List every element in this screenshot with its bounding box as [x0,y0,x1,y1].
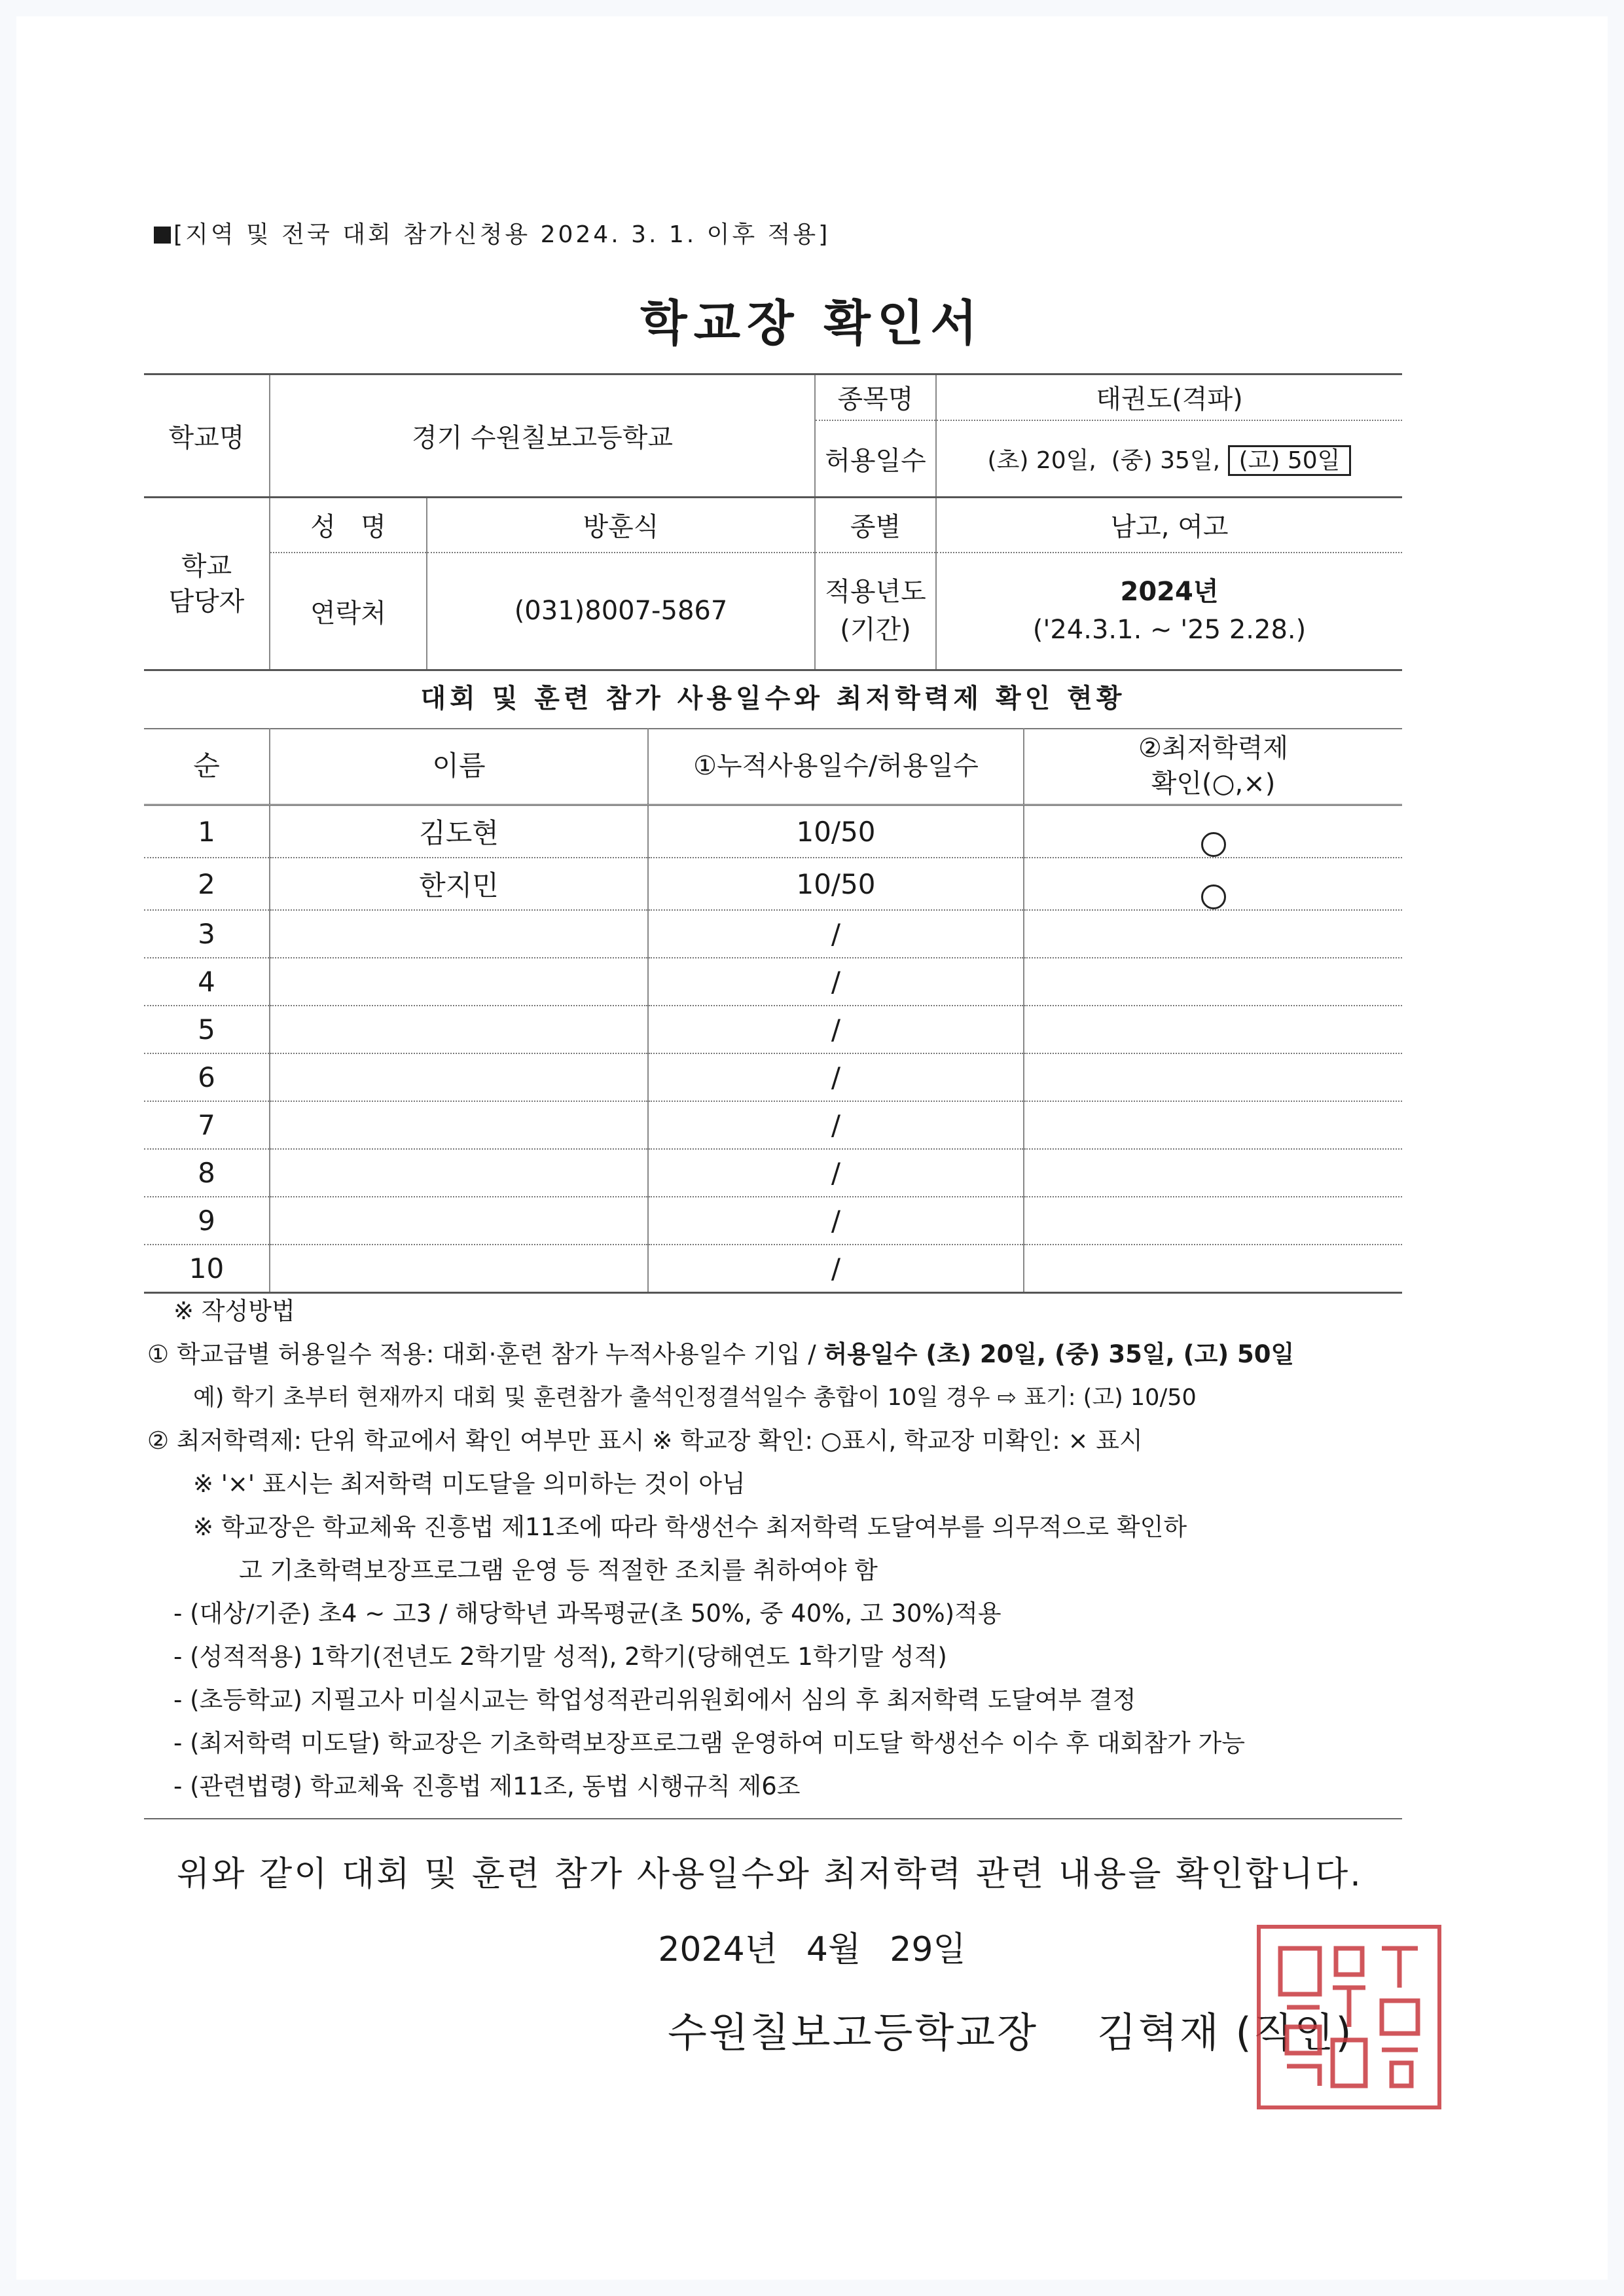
table-row [144,1053,1402,1101]
signer-name: 김혁재 [1097,2009,1221,2056]
col-name: 이름 [270,728,648,805]
cell-name [270,1101,648,1149]
seal-mark: (직인) [1235,2009,1354,2056]
check-circle-icon [1201,832,1226,857]
cell-no: 10 [144,1245,270,1293]
sport-value: 태권도(격파) [936,374,1402,420]
table-row [144,1006,1402,1053]
notes-header: ※ 작성방법 [173,1297,295,1325]
col-days: ①누적사용일수/허용일수 [648,728,1024,805]
table-row [144,858,1402,910]
note-1-example: 예) 학기 초부터 현재까지 대회 및 훈련참가 출석인정결석일수 총합이 10일 경우 ⇨ 표기: (고) 10/50 [193,1385,1197,1411]
note-dash-1: - (대상/기준) 초4 ~ 고3 / 해당학년 과목평균(초 50%, 중 40%, 고 30%)적용 [173,1599,1001,1628]
cell-days: 10/50 [648,805,1024,858]
cell-days: / [648,1149,1024,1197]
contact-label: 연락처 [270,553,427,670]
cell-check [1024,1245,1402,1293]
col-academic: ②최저학력제 확인(○,×) [1024,728,1402,805]
top-note: [지역 및 전국 대회 참가신청용 2024. 3. 1. 이후 적용] [154,216,830,249]
note-1: ① 학교급별 허용일수 적용: 대회·훈련 참가 누적사용일수 기입 / 허용일수 (초) 20일, (중) 35일, (고) 50일 [147,1340,1295,1368]
cell-days: / [648,1053,1024,1101]
cell-name [270,1006,648,1053]
cell-no: 6 [144,1053,270,1101]
year-label: 적용년도 (기간) [815,553,936,670]
cell-no: 5 [144,1006,270,1053]
cell-check [1024,1006,1402,1053]
section-title: 대회 및 훈련 참가 사용일수와 최저학력제 확인 현황 [144,669,1402,729]
cell-name [270,958,648,1006]
manager-name: 방훈식 [427,498,815,553]
cell-no: 3 [144,910,270,958]
sport-label: 종목명 [815,374,936,420]
contact-value: (031)8007-5867 [427,553,815,670]
cell-name [270,1197,648,1245]
school-name: 경기 수원칠보고등학교 [270,374,815,498]
cell-name [270,1053,648,1101]
cell-check [1024,1149,1402,1197]
note-2-b-cont: 고 기초학력보장프로그램 운영 등 적절한 조치를 취하여야 함 [239,1556,878,1584]
cell-check [1024,910,1402,958]
seal-pattern-icon [1261,1929,1437,2105]
note-2: ② 최저학력제: 단위 학교에서 확인 여부만 표시 ※ 학교장 확인: ○표시, 학교장 미확인: × 표시 [147,1427,1143,1455]
note-dash-4: - (최저학력 미도달) 학교장은 기초학력보장프로그램 운영하여 미도달 학생선수 이수 후 대회참가 가능 [173,1729,1246,1757]
cell-check [1024,958,1402,1006]
school-label: 학교명 [144,374,270,498]
type-value: 남고, 여고 [936,498,1402,553]
table-row [144,1149,1402,1197]
type-label: 종별 [815,498,936,553]
cell-days: / [648,1101,1024,1149]
cell-no: 9 [144,1197,270,1245]
table-row [144,1197,1402,1245]
table-row [144,958,1402,1006]
cell-check [1024,858,1402,910]
signer [668,2000,1354,2058]
table-row [144,1245,1402,1293]
cell-name [270,1149,648,1197]
note-2-b: ※ 학교장은 학교체육 진흥법 제11조에 따라 학생선수 최저학력 도달여부를 의무적으로 확인하 [193,1513,1187,1541]
cell-days: 10/50 [648,858,1024,910]
cell-check [1024,805,1402,858]
table-row [144,910,1402,958]
square-bullet-icon [154,227,171,244]
note-dash-3: - (초등학교) 지필고사 미실시교는 학업성적관리위원회에서 심의 후 최저학력 도달여부 결정 [173,1686,1136,1714]
cell-days: / [648,910,1024,958]
cell-check [1024,1197,1402,1245]
check-circle-icon [1201,884,1226,909]
roster-table [144,728,1402,1294]
info-table [144,373,1402,671]
cell-days: / [648,1197,1024,1245]
manager-label: 학교 담당자 [144,498,270,670]
note-2-a: ※ '×' 표시는 최저학력 미도달을 의미하는 것이 아님 [193,1470,746,1498]
cell-days: / [648,1245,1024,1293]
instructions [147,1290,1404,1808]
cell-days: / [648,958,1024,1006]
allowed-days-value: (초) 20일, (중) 35일, (고) 50일 [936,420,1402,498]
cell-no: 2 [144,858,270,910]
note-dash-5: - (관련법령) 학교체육 진흥법 제11조, 동법 시행규칙 제6조 [173,1772,801,1800]
page-title: 학교장 확인서 [640,295,984,352]
cell-name [270,1245,648,1293]
confirm-statement: 위와 같이 대회 및 훈련 참가 사용일수와 최저학력 관련 내용을 확인합니다. [177,1855,1363,1894]
table-row [144,1101,1402,1149]
cell-no: 7 [144,1101,270,1149]
allowed-days-label: 허용일수 [815,420,936,498]
signer-title: 수원칠보고등학교장 [668,2009,1039,2056]
cell-name [270,910,648,958]
cell-check [1024,1101,1402,1149]
cell-name: 김도현 [270,805,648,858]
table-row [144,805,1402,858]
cell-no: 4 [144,958,270,1006]
issue-date: 2024년 4월 29일 [658,1930,966,1969]
name-label: 성 명 [270,498,427,553]
cell-name: 한지민 [270,858,648,910]
notes-divider [144,1818,1402,1819]
cell-no: 1 [144,805,270,858]
official-seal-icon [1257,1925,1441,2109]
year-value: 2024년 ('24.3.1. ~ '25 2.28.) [936,553,1402,670]
cell-check [1024,1053,1402,1101]
high-school-allowed: (고) 50일 [1228,445,1352,476]
cell-no: 8 [144,1149,270,1197]
cell-days: / [648,1006,1024,1053]
col-no: 순 [144,728,270,805]
note-dash-2: - (성적적용) 1학기(전년도 2학기말 성적), 2학기(당해연도 1학기말 성적) [173,1643,947,1671]
